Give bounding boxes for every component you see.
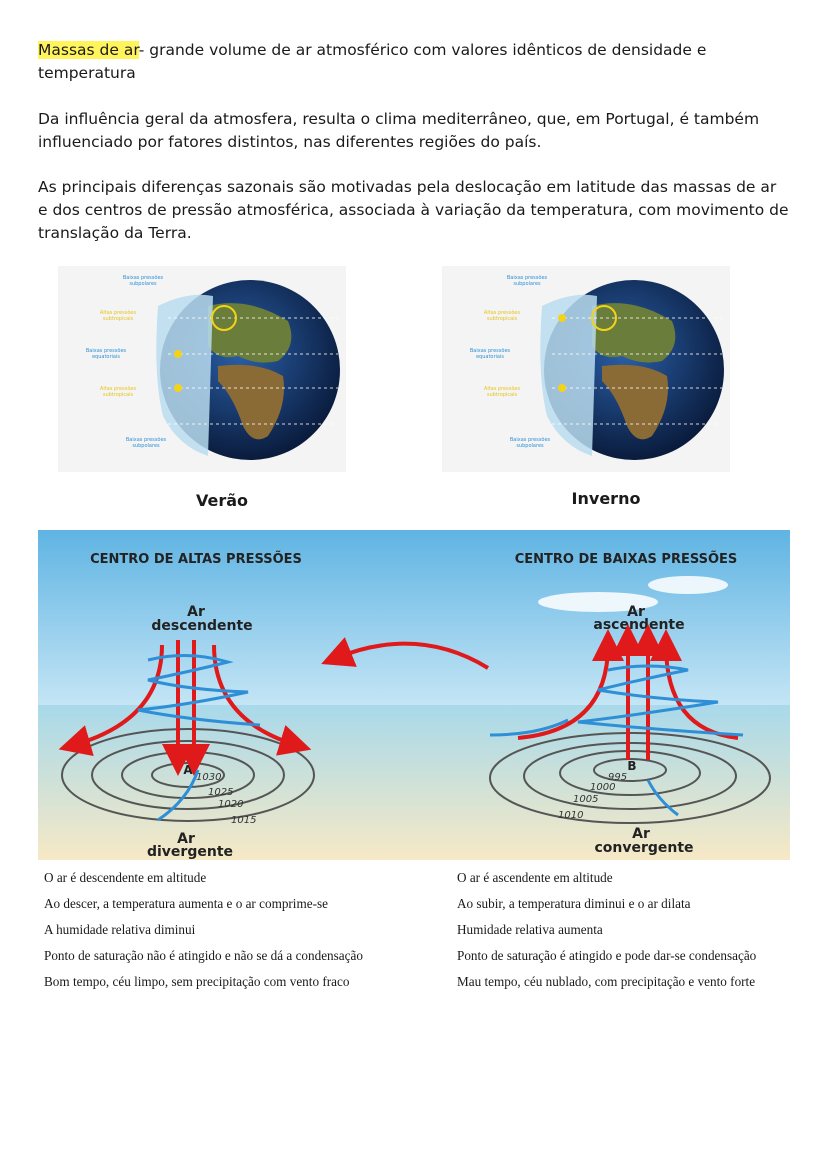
isobar-label: 1005 <box>573 794 599 805</box>
title-low-pressure: CENTRO DE BAIXAS PRESSÕES <box>514 552 738 567</box>
label-air-ascending-1: Ar <box>627 604 645 620</box>
list-item: O ar é descendente em altitude <box>44 870 207 885</box>
label-air-convergent-2: convergente <box>594 840 694 856</box>
atmosphere-cells <box>156 295 213 456</box>
label-subtropical-top: Altas pressões <box>99 310 137 316</box>
label-equatorial-2: equatoriais <box>475 354 505 360</box>
low-pressure-list <box>457 868 756 998</box>
label-air-convergent-1: Ar <box>632 826 650 842</box>
label-subpolar-top: Baixas pressões <box>506 275 548 281</box>
sun-icon <box>558 314 566 322</box>
pressure-diagram-svg <box>38 530 790 860</box>
label-subpolar-bottom-2: subpolares <box>132 443 160 449</box>
label-air-divergent-2: divergente <box>146 844 234 860</box>
label-subtropical-bottom-2: subtropicais <box>102 392 134 398</box>
label-subpolar-bottom-2: subpolares <box>516 443 544 449</box>
label-subtropical-bottom: Altas pressões <box>99 386 137 392</box>
isobar-label: 1000 <box>590 782 616 793</box>
cloud-icon <box>648 576 728 594</box>
list-item: Ponto de saturação não é atingido e não se dá a condensação <box>44 948 363 963</box>
list-item: Ponto de saturação é atingido e pode dar-se condensação <box>457 948 757 963</box>
label-air-descending-1: Ar <box>187 604 205 620</box>
high-pressure-list <box>44 868 363 998</box>
title-high-pressure: CENTRO DE ALTAS PRESSÕES <box>90 552 302 567</box>
sun-icon <box>558 384 566 392</box>
winter-globe-figure <box>422 266 790 472</box>
label-subtropical-top-2: subtropicais <box>486 316 518 322</box>
list-item: Bom tempo, céu limpo, sem precipitação com vento fraco <box>44 974 350 989</box>
label-air-descending-2: descendente <box>151 618 253 634</box>
label-subtropical-bottom: Altas pressões <box>483 386 521 392</box>
summer-globe-image <box>38 266 346 472</box>
pressure-centers-diagram <box>38 530 790 860</box>
label-subpolar-bottom: Baixas pressões <box>509 437 551 443</box>
isobar-label: 1030 <box>196 772 222 783</box>
summer-globe-figure <box>38 266 346 472</box>
label-equatorial-2: equatoriais <box>91 354 121 360</box>
atmosphere-cells <box>540 295 597 456</box>
label-subpolar-top: Baixas pressões <box>122 275 164 281</box>
winter-globe-image <box>422 266 730 472</box>
label-air-ascending-2: ascendente <box>593 617 685 633</box>
seasonal-paragraph: As principais diferenças sazonais são motivadas pela deslocação em latitude das massas de ar e dos centros de pressão atmosférica, associada à variação da temperatura, com movimento de translação da Terra. <box>38 178 789 242</box>
highlighted-term: Massas de ar <box>38 41 139 59</box>
list-item: O ar é ascendente em altitude <box>457 870 613 885</box>
sun-icon <box>174 350 182 358</box>
definition-paragraph <box>38 39 790 85</box>
climate-paragraph: Da influência geral da atmosfera, resulta o clima mediterrâneo, que, em Portugal, é também influenciado por fatores distintos, nas diferentes regiões do país. <box>38 110 760 151</box>
season-label-winter: Inverno <box>571 489 641 508</box>
isobar-label: 1015 <box>231 815 257 826</box>
list-item: Ao descer, a temperatura aumenta e o ar comprime-se <box>44 896 328 911</box>
low-pressure-center-label: B <box>627 759 637 773</box>
sea-ground-background <box>38 705 790 860</box>
label-subtropical-bottom-2: subtropicais <box>486 392 518 398</box>
sun-icon <box>174 384 182 392</box>
isobar-label: 1020 <box>218 799 244 810</box>
label-subtropical-top: Altas pressões <box>483 310 521 316</box>
isobar-label: 1010 <box>558 810 584 821</box>
season-label-summer: Verão <box>195 491 249 510</box>
label-air-divergent-1: Ar <box>177 831 195 847</box>
isobar-label: 995 <box>608 772 628 783</box>
high-pressure-center-label: A <box>183 763 193 777</box>
label-equatorial: Baixas pressões <box>469 348 511 354</box>
list-item: Mau tempo, céu nublado, com precipitação e vento forte <box>457 974 756 989</box>
label-subpolar-top-2: subpolares <box>129 281 157 287</box>
isobar-label: 1025 <box>208 787 234 798</box>
list-item: Humidade relativa aumenta <box>457 922 603 937</box>
label-subpolar-bottom: Baixas pressões <box>125 437 167 443</box>
label-subtropical-top-2: subtropicais <box>102 316 134 322</box>
list-item: A humidade relativa diminui <box>44 922 196 937</box>
label-subpolar-top-2: subpolares <box>513 281 541 287</box>
definition-text: - grande volume de ar atmosférico com valores idênticos de densidade e temperatura <box>38 41 707 82</box>
list-item: Ao subir, a temperatura diminui e o ar dilata <box>457 896 691 911</box>
label-equatorial: Baixas pressões <box>85 348 127 354</box>
